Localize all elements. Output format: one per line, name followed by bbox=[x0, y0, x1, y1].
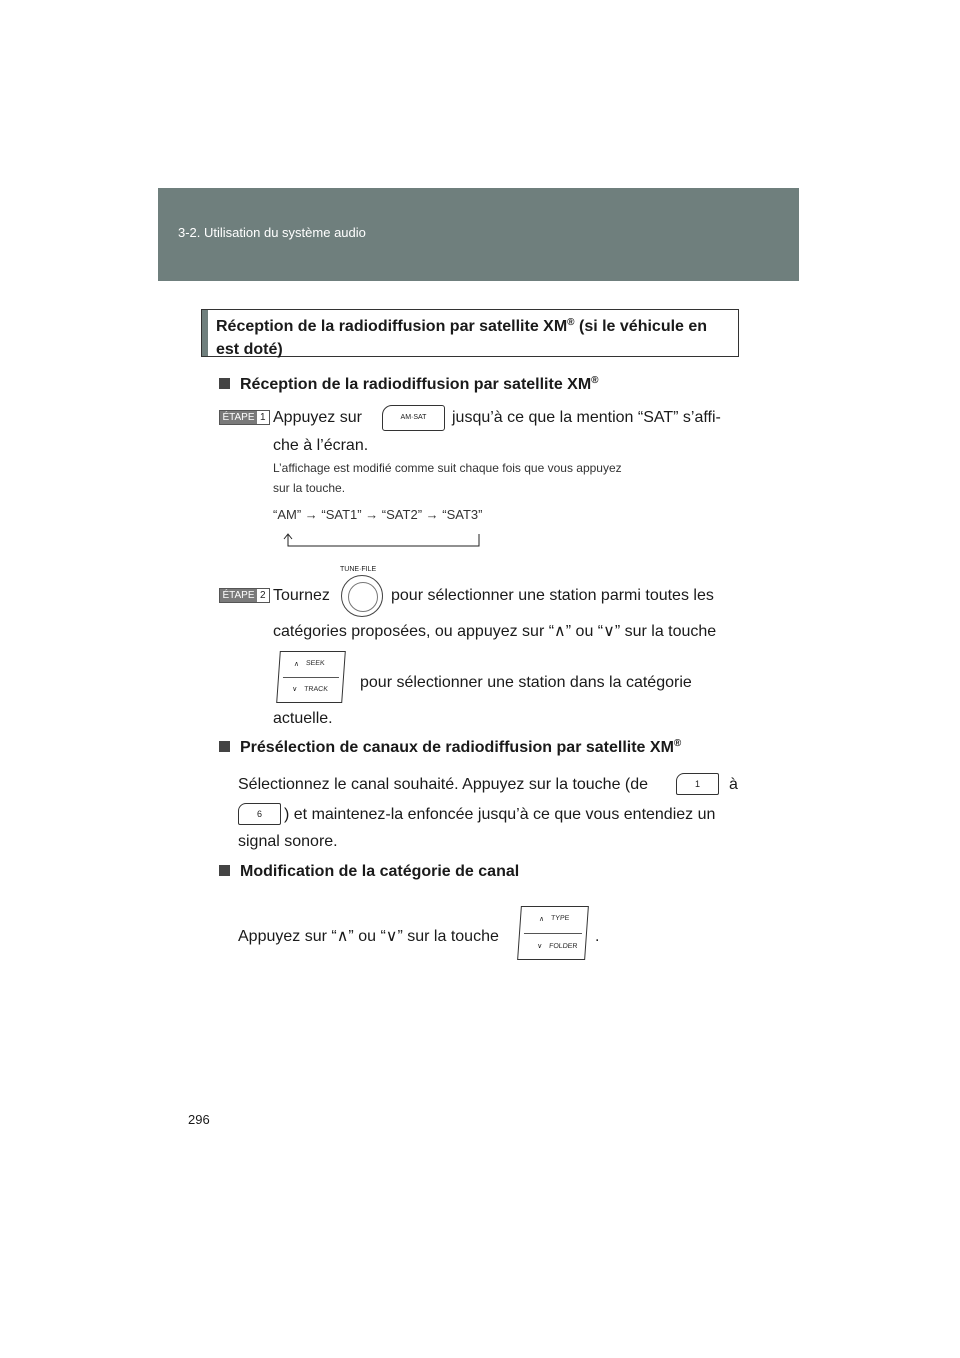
step2-line3: pour sélectionner une station dans la catégorie bbox=[360, 674, 692, 691]
mode-sequence: “AM” → “SAT1” → “SAT2” → “SAT3” bbox=[273, 507, 483, 522]
step2-line4: actuelle. bbox=[273, 710, 333, 727]
preset-key-1-icon: 1 bbox=[676, 773, 719, 795]
step2-line2: catégories proposées, ou appuyez sur “∧” ou “∨” sur la touche bbox=[273, 623, 717, 640]
subheading-preset: Présélection de canaux de radiodiffusion par satellite XM® bbox=[219, 739, 681, 757]
step1-pre: Appuyez sur bbox=[273, 409, 362, 426]
category-text: Appuyez sur “∧” ou “∨” sur la touche bbox=[238, 928, 499, 945]
square-bullet-icon bbox=[219, 865, 230, 876]
page-number: 296 bbox=[188, 1112, 210, 1127]
tune-file-label: TUNE·FILE bbox=[340, 566, 377, 573]
seek-track-button-icon: ∧ SEEK ∨ TRACK bbox=[276, 651, 346, 703]
preset-line2: ) et maintenez-la enfoncée jusqu’à ce que vous entendiez un bbox=[284, 806, 716, 823]
section-title: Réception de la radiodiffusion par satellite XM® (si le véhicule en est doté) bbox=[216, 317, 708, 358]
tune-file-knob-icon bbox=[341, 575, 383, 617]
step-badge-1: ÉTAPE 1 bbox=[219, 410, 270, 425]
preset-line3: signal sonore. bbox=[238, 833, 338, 850]
chapter-title: 3-2. Utilisation du système audio bbox=[178, 225, 366, 240]
step-badge-2: ÉTAPE 2 bbox=[219, 588, 270, 603]
preset-line1: Sélectionnez le canal souhaité. Appuyez sur la touche (de bbox=[238, 776, 649, 793]
step1-note-line2: sur la touche. bbox=[273, 481, 346, 495]
heading-accent-bar bbox=[202, 310, 208, 356]
type-folder-button-icon: ∧ TYPE ∨ FOLDER bbox=[517, 906, 589, 960]
chevron-up-icon: ∧ bbox=[538, 916, 545, 923]
step1-post: jusqu’à ce que la mention “SAT” s’affi- bbox=[452, 409, 721, 426]
square-bullet-icon bbox=[219, 741, 230, 752]
step1-note-line1: L’affichage est modifié comme suit chaque fois que vous appuyez bbox=[273, 461, 622, 475]
chapter-header bbox=[158, 188, 799, 281]
chevron-down-icon: ∨ bbox=[291, 686, 298, 693]
am-sat-button-icon: AM·SAT bbox=[382, 405, 445, 431]
loop-arrow-icon bbox=[280, 531, 485, 551]
subheading-category: Modification de la catégorie de canal bbox=[219, 863, 519, 881]
category-end: . bbox=[595, 928, 600, 945]
preset-a: à bbox=[729, 776, 738, 793]
preset-key-6-icon: 6 bbox=[238, 803, 281, 825]
step2-post: pour sélectionner une station parmi toutes les bbox=[391, 587, 714, 604]
step1-line2: che à l’écran. bbox=[273, 437, 369, 454]
step2-pre: Tournez bbox=[273, 587, 330, 604]
chevron-up-icon: ∧ bbox=[293, 661, 300, 668]
section-heading-box bbox=[201, 309, 739, 357]
subheading-reception: Réception de la radiodiffusion par satellite XM® bbox=[219, 376, 599, 394]
square-bullet-icon bbox=[219, 378, 230, 389]
chevron-down-icon: ∨ bbox=[536, 943, 543, 950]
